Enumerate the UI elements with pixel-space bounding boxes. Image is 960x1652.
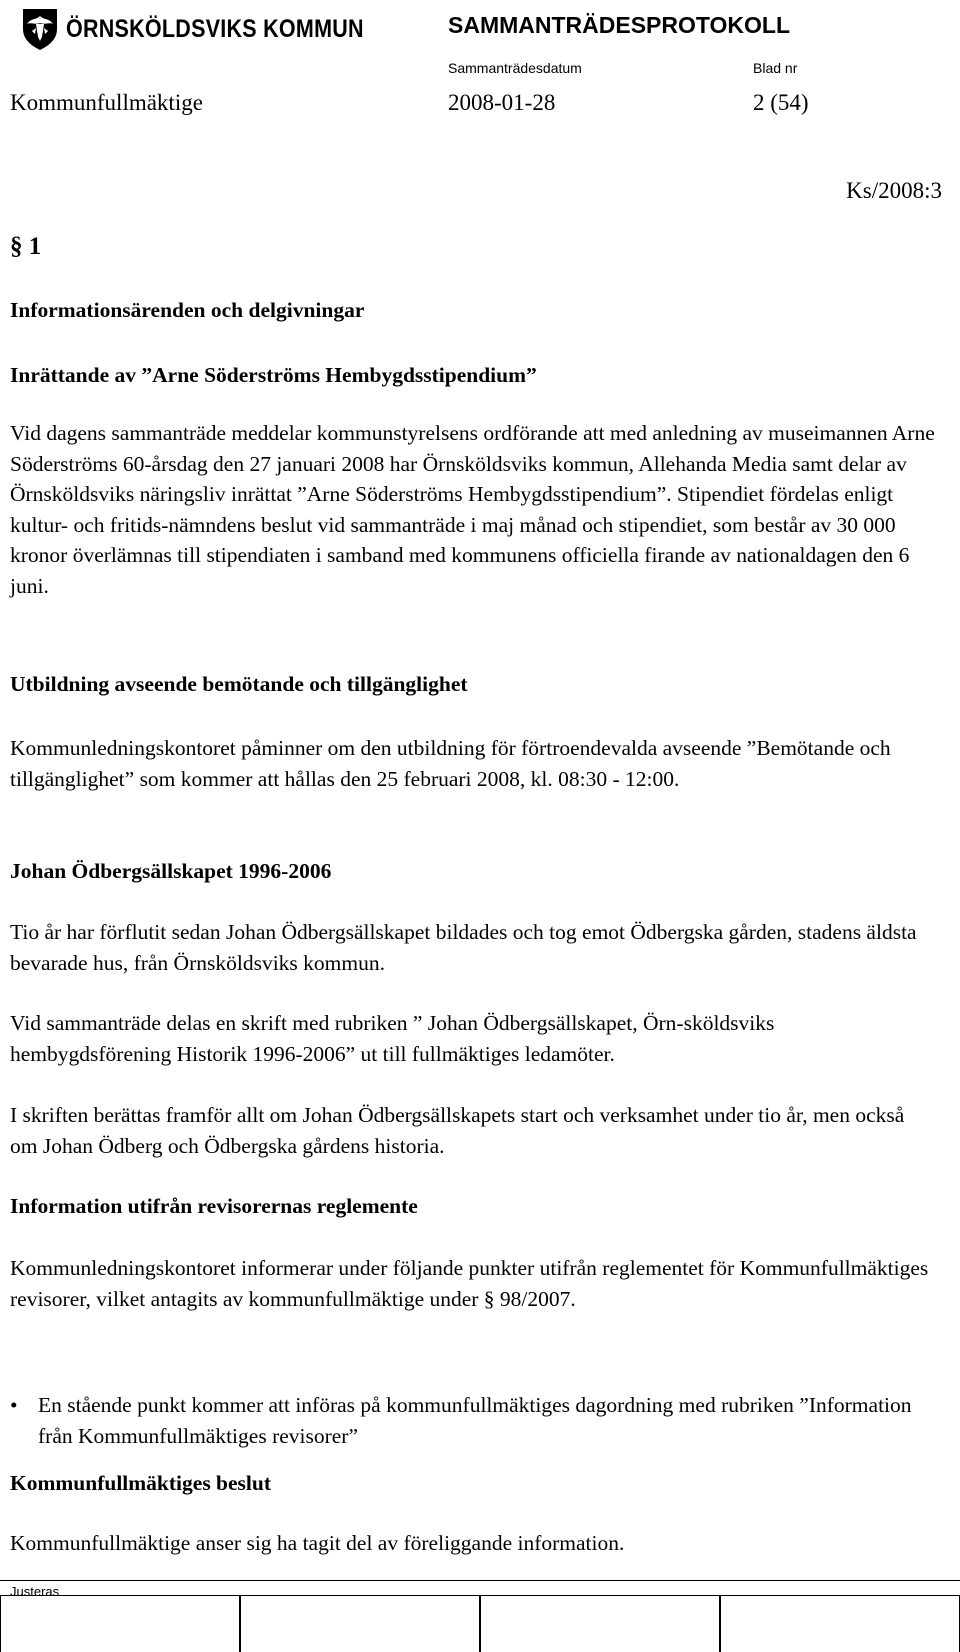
date-label: Sammanträdesdatum [448, 60, 582, 76]
section-number: § 1 [10, 233, 42, 260]
page-number: 2 (54) [753, 90, 809, 115]
bullet-symbol: • [10, 1393, 18, 1417]
paragraph-odberg-2: Vid sammanträde delas en skrift med rubriken ” Johan Ödbergsällskapet, Örn-sköldsviks hembygdsförening Historik 1996-2006” ut till fullmäktiges ledamöter. [10, 1011, 775, 1066]
signature-box [0, 1595, 240, 1652]
meeting-date: 2008-01-28 [448, 90, 556, 115]
justeras-label: Justeras [10, 1584, 60, 1599]
paragraph-odberg-1: Tio år har förflutit sedan Johan Ödbergsällskapet bildades och tog emot Ödbergska gården, stadens äldsta bevarade hus, från Örnsköldsviks kommun. [10, 920, 917, 975]
paragraph-odberg-3: I skriften berättas framför allt om Johan Ödbergsällskapets start och verksamhet under tio år, men också om Johan Ödberg och Ödbergska gårdens historia. [10, 1103, 905, 1158]
heading-beslut: Kommunfullmäktiges beslut [10, 1471, 272, 1495]
case-reference: Ks/2008:3 [846, 178, 942, 203]
heading-utbildning: Utbildning avseende bemötande och tillgänglighet [10, 672, 468, 696]
municipality-logo [20, 6, 412, 52]
paragraph-revisorer: Kommunledningskontoret informerar under följande punkter utifrån reglementet för Kommunfullmäktiges revisorer, vilket antagits av kommunfullmäktige under § 98/2007. [10, 1256, 929, 1311]
paragraph-beslut: Kommunfullmäktige anser sig ha tagit del av föreliggande information. [10, 1531, 625, 1555]
bullet-item [10, 1390, 935, 1451]
heading-odbergsallskapet: Johan Ödbergsällskapet 1996-2006 [10, 859, 332, 883]
heading-stipendium: Inrättande av ”Arne Söderströms Hembygdsstipendium” [10, 363, 537, 387]
body-name: Kommunfullmäktige [10, 90, 203, 115]
org-name: ÖRNSKÖLDSVIKS KOMMUN [66, 14, 364, 43]
paragraph-utbildning: Kommunledningskontoret påminner om den utbildning för förtroendevalda avseende ”Bemötande och tillgänglighet” som kommer att hållas den 25 februari 2008, kl. 08:30 - 12:00. [10, 736, 891, 791]
page-label: Blad nr [753, 60, 798, 76]
signature-box [240, 1595, 480, 1652]
bullet-text: En stående punkt kommer att införas på kommunfullmäktiges dagordning med rubriken ”Information från Kommunfullmäktiges revisorer” [38, 1393, 912, 1448]
document-type: SAMMANTRÄDESPROTOKOLL [448, 12, 791, 38]
paragraph-stipendium: Vid dagens sammanträde meddelar kommunstyrelsens ordförande att med anledning av museimannen Arne Söderströms 60-årsdag den 27 januari 2008 har Örnsköldsviks kommun, Allehanda Media samt delar av Örnsköldsviks näringsliv inrättat ”Arne Söderströms Hembygdsstipendium”. Stipendiet fördelas enligt kultur- och fritids-nämndens beslut vid sammanträde i maj månad och stipendiet, som består av 30 000 kronor överlämnas till stipendiaten i samband med kommunens officiella firande av nationaldagen den 6 juni. [10, 421, 935, 598]
heading-information: Informationsärenden och delgivningar [10, 298, 365, 322]
signature-area [0, 1580, 960, 1652]
signature-box [720, 1595, 960, 1652]
coat-of-arms-icon [20, 7, 60, 51]
signature-box [480, 1595, 720, 1652]
heading-revisorer: Information utifrån revisorernas reglemente [10, 1194, 418, 1218]
